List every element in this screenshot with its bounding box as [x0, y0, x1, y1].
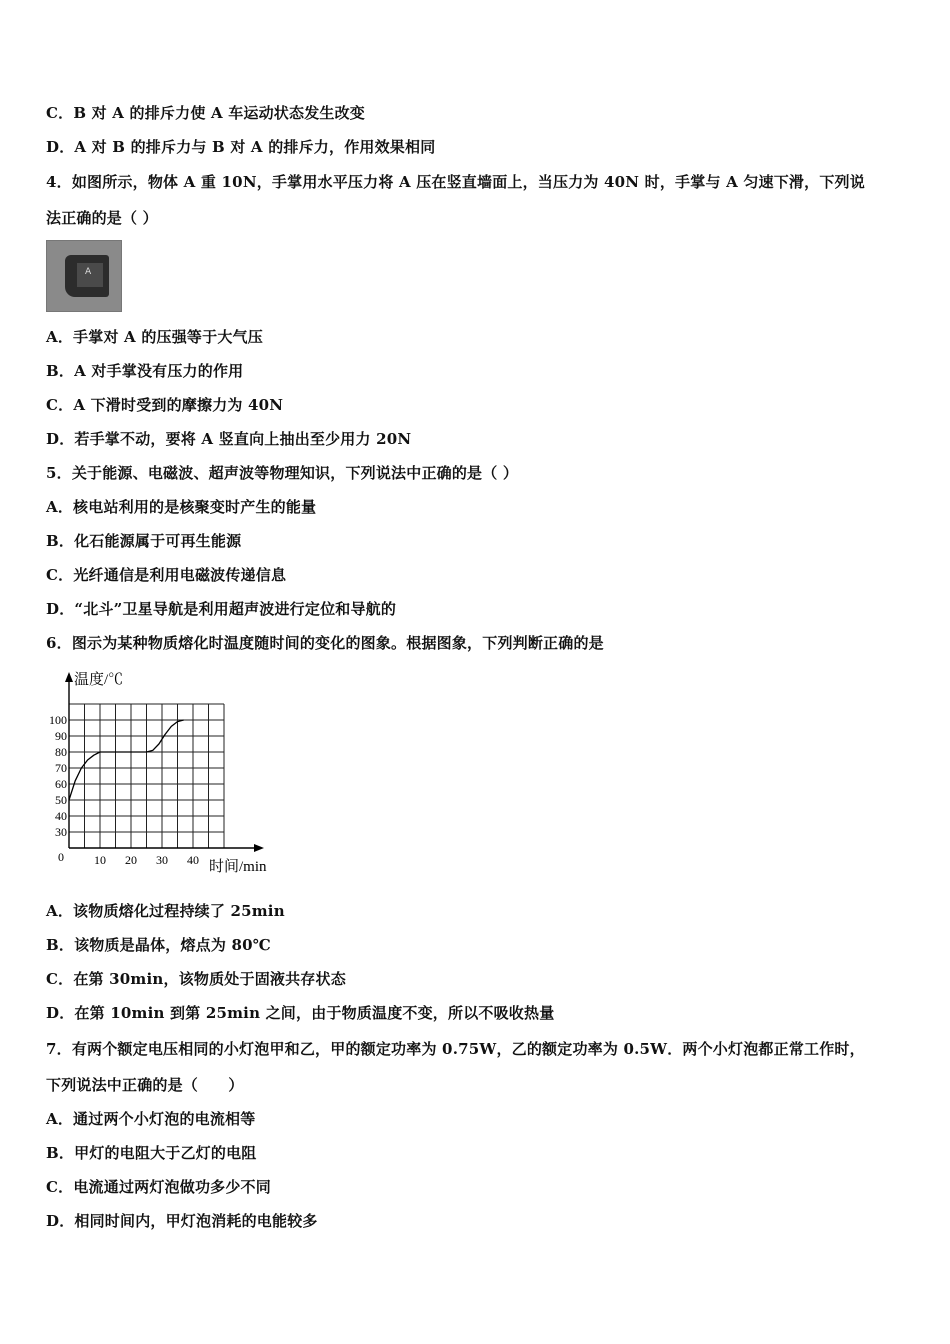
y-tick-label: 70	[55, 761, 67, 775]
question-4-option-d: D．若手掌不动，要将 A 竖直向上抽出至少用力 20N	[46, 430, 412, 448]
y-tick-label: 80	[55, 745, 67, 759]
x-tick-label: 40	[187, 853, 199, 867]
question-line-d3: D．A 对 B 的排斥力与 B 对 A 的排斥力，作用效果相同	[46, 138, 436, 156]
x-tick-label: 10	[94, 853, 106, 867]
question-6-option-b: B．该物质是晶体，熔点为 80℃	[46, 936, 271, 954]
question-6-option-a: A．该物质熔化过程持续了 25min	[46, 902, 285, 920]
question-4-stem-cont: 法正确的是（ ）	[46, 209, 158, 227]
x-axis-arrow	[254, 844, 264, 852]
question-6-option-d: D．在第 10min 到第 25min 之间，由于物质温度不变，所以不吸收热量	[46, 1004, 555, 1022]
y-tick-label: 30	[55, 825, 67, 839]
question-line-c3: C．B 对 A 的排斥力使 A 车运动状态发生改变	[46, 104, 366, 122]
y-tick-label: 60	[55, 777, 67, 791]
question-7-stem-cont: 下列说法中正确的是（ ）	[46, 1076, 244, 1094]
question-5-option-c: C．光纤通信是利用电磁波传递信息	[46, 566, 287, 584]
question-7-stem: 7．有两个额定电压相同的小灯泡甲和乙，甲的额定功率为 0.75W，乙的额定功率为 0.5W．两个小灯泡都正常工作时，	[46, 1040, 865, 1058]
question-4-option-a: A．手掌对 A 的压强等于大气压	[46, 328, 263, 346]
y-tick-label: 100	[49, 713, 67, 727]
question-6-option-c: C．在第 30min，该物质处于固液共存状态	[46, 970, 346, 988]
question-5-stem: 5．关于能源、电磁波、超声波等物理知识，下列说法中正确的是（ ）	[46, 464, 519, 482]
question-4-stem: 4．如图所示，物体 A 重 10N，手掌用水平压力将 A 压在竖直墙面上，当压力为 40N 时，手掌与 A 匀速下滑，下列说	[46, 173, 865, 191]
origin-label: 0	[58, 850, 64, 864]
question-4-option-c: C．A 下滑时受到的摩擦力为 40N	[46, 396, 284, 414]
question-5-option-b: B．化石能源属于可再生能源	[46, 532, 242, 550]
y-tick-label: 50	[55, 793, 67, 807]
question-7-option-d: D．相同时间内，甲灯泡消耗的电能较多	[46, 1212, 318, 1230]
y-tick-label: 40	[55, 809, 67, 823]
x-axis-label: 时间/min	[209, 859, 267, 875]
y-axis-arrow	[65, 672, 73, 682]
melting-chart	[44, 668, 294, 883]
block-a-label: A	[85, 267, 92, 277]
temperature-curve	[69, 720, 184, 800]
chart-axes	[65, 672, 264, 852]
chart-series	[69, 720, 184, 800]
question-6-stem: 6．图示为某种物质熔化时温度随时间的变化的图象。根据图象，下列判断正确的是	[46, 634, 604, 652]
x-tick-label: 20	[125, 853, 137, 867]
chart-grid	[69, 704, 224, 848]
question-7-option-c: C．电流通过两灯泡做功多少不同	[46, 1178, 271, 1196]
question-7-option-a: A．通过两个小灯泡的电流相等	[46, 1110, 256, 1128]
x-tick-label: 30	[156, 853, 168, 867]
y-tick-label: 90	[55, 729, 67, 743]
hand-block-photo	[46, 240, 122, 312]
question-4-option-b: B．A 对手掌没有压力的作用	[46, 362, 244, 380]
question-5-option-d: D．“北斗”卫星导航是利用超声波进行定位和导航的	[46, 600, 397, 618]
y-axis-label: 温度/℃	[74, 672, 124, 688]
question-7-option-b: B．甲灯的电阻大于乙灯的电阻	[46, 1144, 257, 1162]
question-5-option-a: A．核电站利用的是核聚变时产生的能量	[46, 498, 317, 516]
